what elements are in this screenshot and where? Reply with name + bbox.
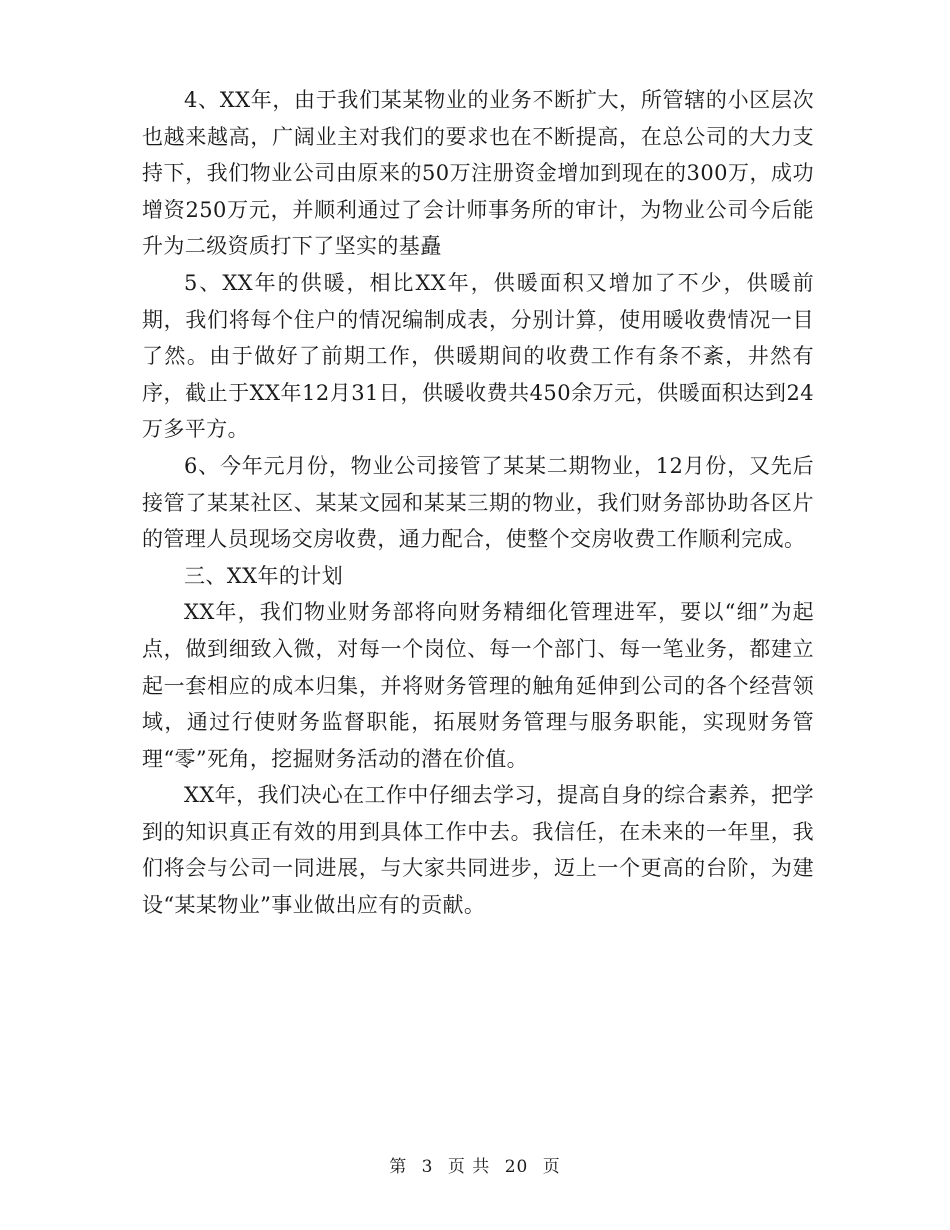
footer-page-number: 3 [421, 1157, 434, 1177]
page-footer [0, 1152, 950, 1177]
footer-mid: 页 共 [447, 1157, 491, 1177]
paragraph-item-6: 6、今年元月份，物业公司接管了某某二期物业，12月份，又先后接管了某某社区、某某文园和某某三期的物业，我们财务部协助各区片的管理人员现场交房收费，通力配合，使整个交房收费工作顺利完成。 [142, 453, 814, 552]
paragraph-item-5: 5、XX年的供暖，相比XX年，供暖面积又增加了不少，供暖前期，我们将每个住户的情况编制成表，分别计算，使用暖收费情况一目了然。由于做好了前期工作，供暖期间的收费工作有条不紊，井然有序，截止于XX年12月31日，供暖收费共450余万元，供暖面积达到24万多平方。 [142, 270, 814, 442]
paragraph-item-4: 4、XX年，由于我们某某物业的业务不断扩大，所管辖的小区层次也越来越高，广阔业主对我们的要求也在不断提高，在总公司的大力支持下，我们物业公司由原来的50万注册资金增加到现在的300万，成功增资250万元，并顺利通过了会计师事务所的审计，为物业公司今后能升为二级资质打下了坚实的基矗 [142, 88, 814, 259]
document-body [142, 82, 814, 924]
footer-prefix: 第 [389, 1157, 408, 1177]
footer-suffix: 页 [542, 1157, 561, 1177]
paragraph-plan-refinement: XX年，我们物业财务部将向财务精细化管理进军，要以“细”为起点，做到细致入微，对每一个岗位、每一个部门、每一笔业务，都建立起一套相应的成本归集，并将财务管理的触角延伸到公司的各个经营领域，通过行使财务监督职能，拓展财务管理与服务职能，实现财务管理“零”死角，挖掘财务活动的潜在价值。 [142, 600, 814, 771]
footer-total-pages: 20 [504, 1157, 529, 1177]
section-heading-plan: 三、XX年的计划 [184, 563, 344, 588]
paragraph-plan-learning: XX年，我们决心在工作中仔细去学习，提高自身的综合素养，把学到的知识真正有效的用到具体工作中去。我信任，在未来的一年里，我们将会与公司一同进展，与大家共同进步，迈上一个更高的台阶，为建设“某某物业”事业做出应有的贡献。 [142, 783, 814, 918]
